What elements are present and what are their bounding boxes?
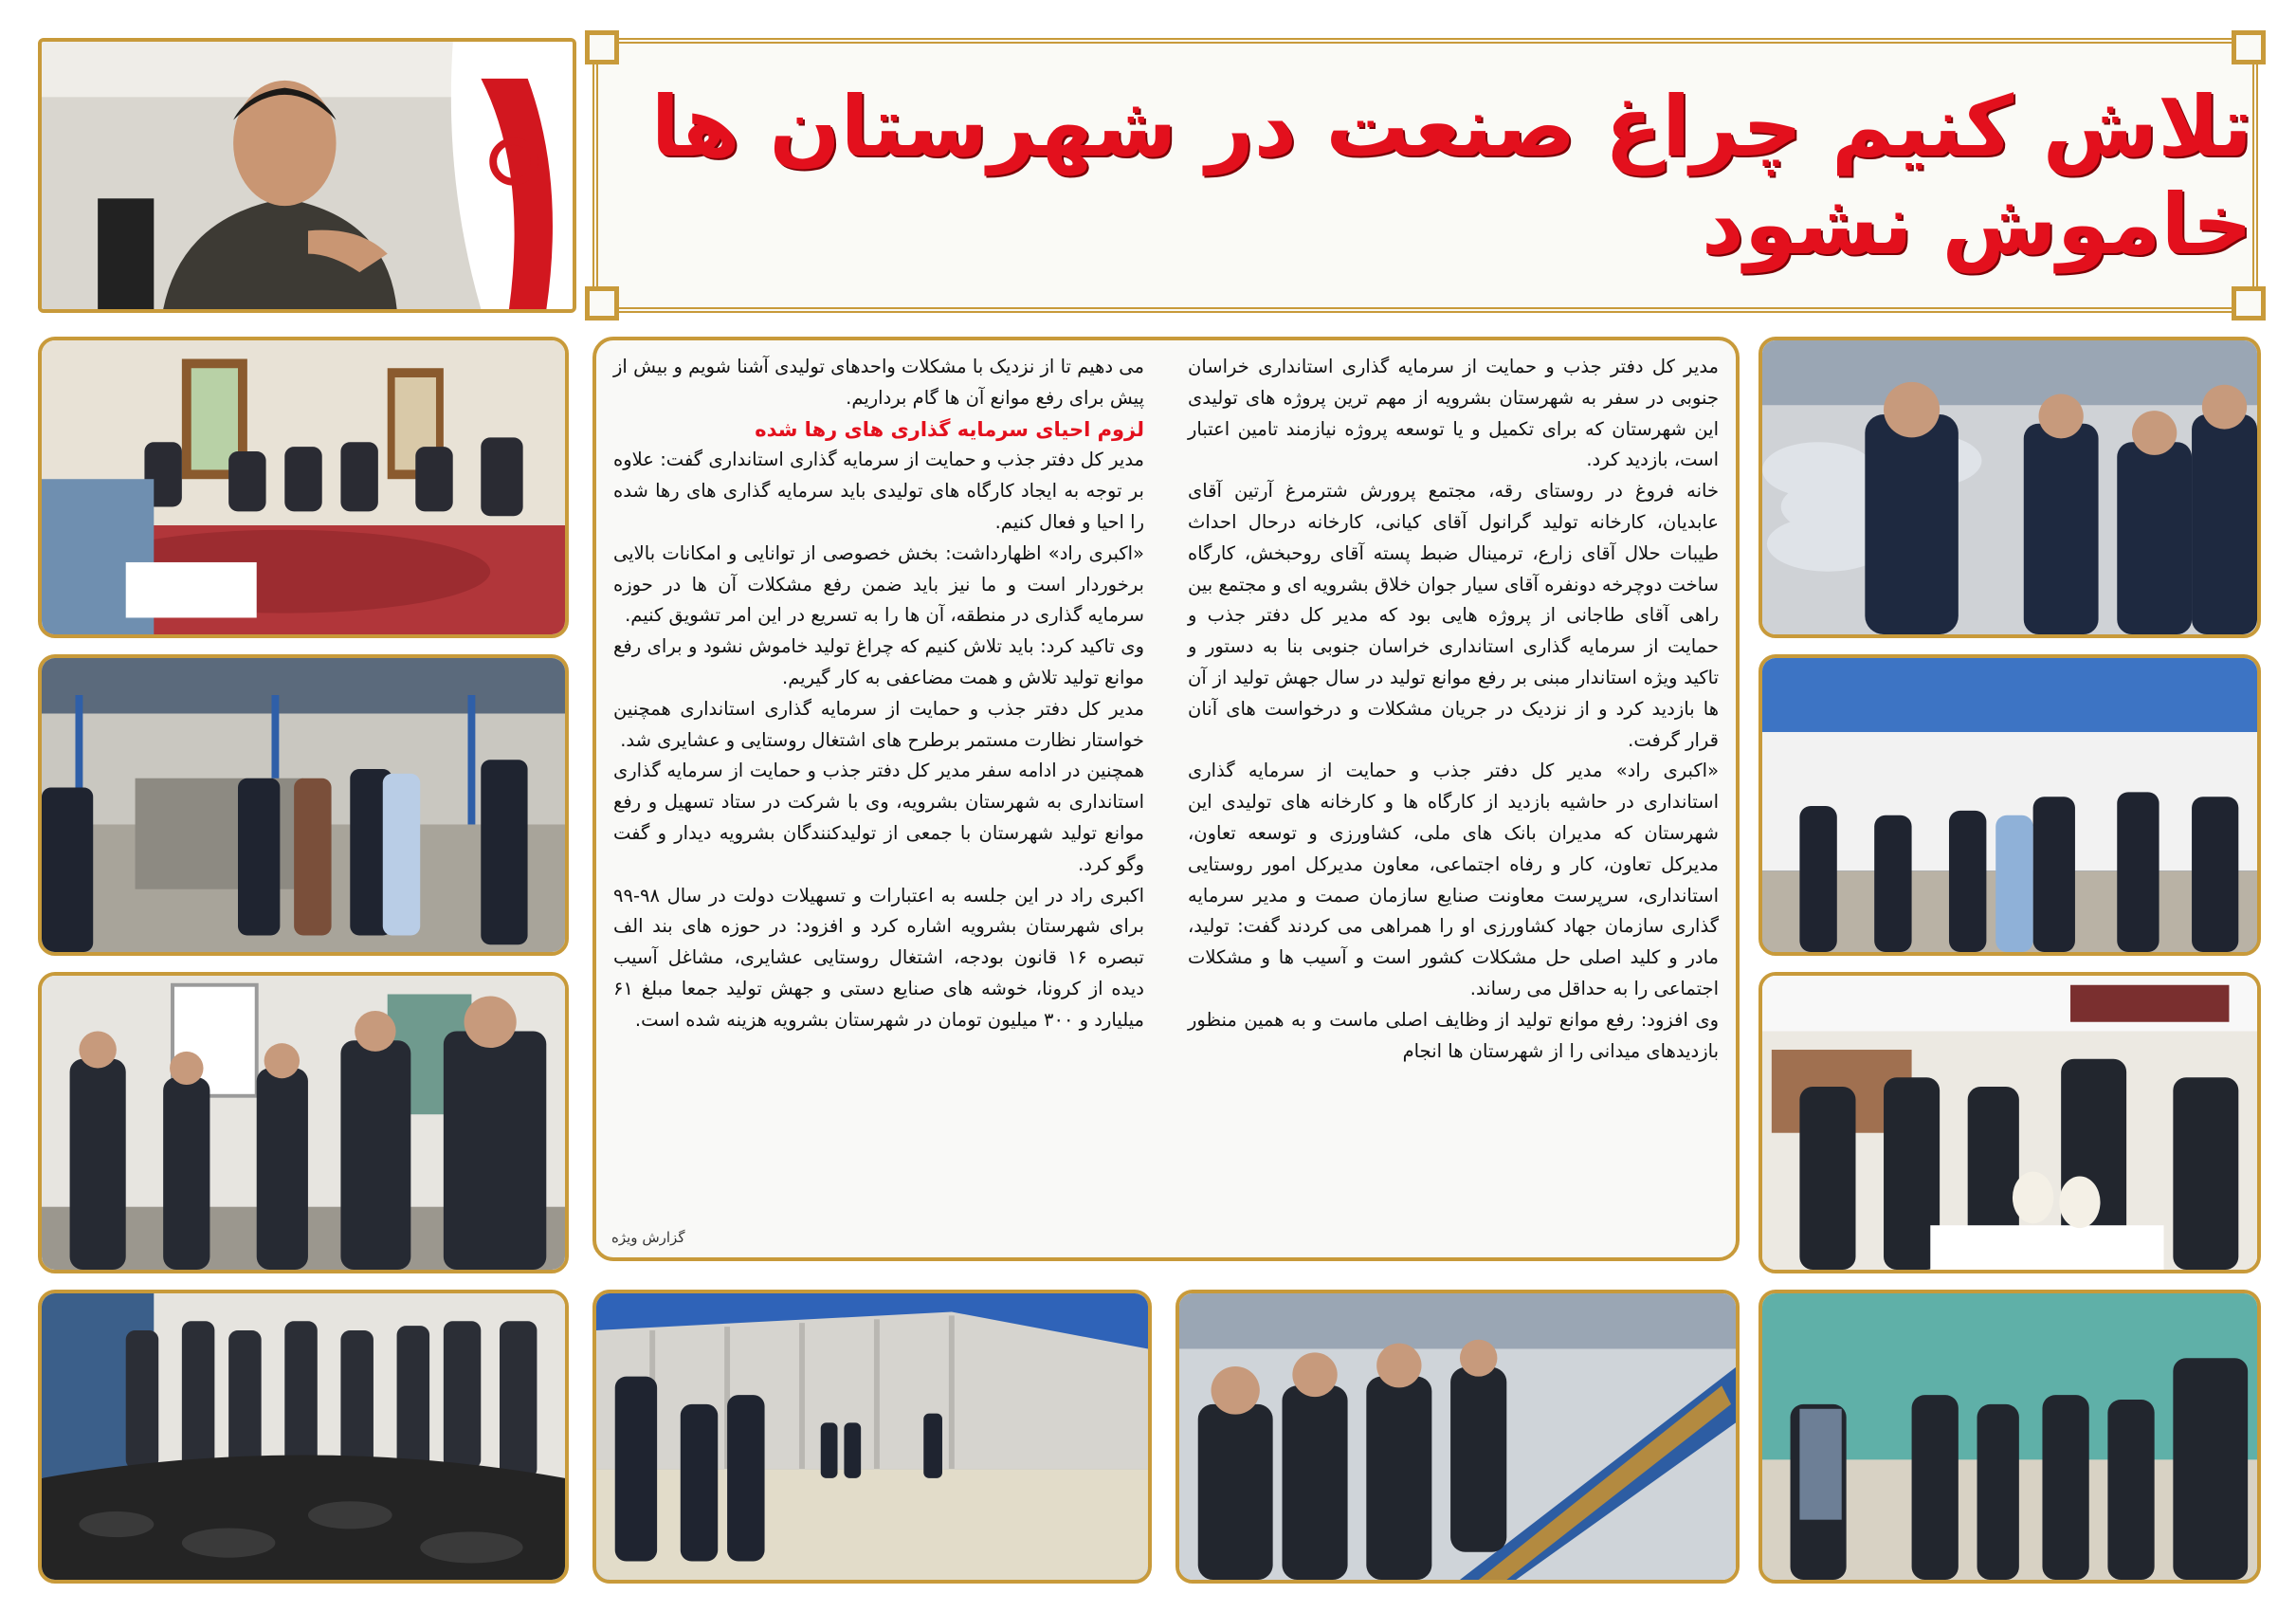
headline-box — [592, 38, 2258, 313]
factory-exterior-photo — [1758, 654, 2261, 956]
paragraph: همچنین در ادامه سفر مدیر کل دفتر جذب و حمایت از سرمایه گذاری استانداری به شهرستان بشرویه، وی با شرکت در ستاد تسهیل و رفع موانع تولید شهرستان با جمعی از تولیدکنندگان بشرویه دیدار و گفت وگو کرد. — [613, 760, 1144, 875]
paragraph: مدیر کل دفتر جذب و حمایت از سرمایه گذاری استانداری گفت: علاوه بر توجه به ایجاد کارگاه های تولیدی باید سرمایه گذاری های رها شده را احیا و فعال کنیم. — [613, 449, 1144, 533]
paragraph: می دهیم تا از نزدیک با مشکلات واحدهای تولیدی آشنا شویم و بیش از پیش برای رفع موانع آن ها گام برداریم. — [613, 356, 1144, 409]
paragraph: «اکبری راد» مدیر کل دفتر جذب و حمایت از سرمایه گذاری استانداری در حاشیه بازدید از کارگاه ها و کارخانه های تولیدی این شهرستان که مدیران بانک های ملی، کشاورزی و توسعه تعاون، مدیرکل تعاون، کار و رفاه اجتماعی، معاون مدیرکل امور روستایی استانداری، سرپرست معاونت صنایع سازمان صمت و مدیر سرمایه گذاری سازمان جهاد کشاورزی او را همراهی می کردند گفت: تولید، مادر و کلید اصلی حل مشکلات کشور است و آسیب ها و مشکلات اجتماعی را به حداقل می رساند. — [1188, 760, 1719, 999]
tire-recycling-photo — [38, 1290, 569, 1584]
paragraph: مدیر کل دفتر جذب و حمایت از سرمایه گذاری استانداری همچنین خواستار نظارت مستمر برطرح های اشتغال روستایی و عشایری شد. — [613, 697, 1144, 751]
article-column-right — [1188, 352, 1719, 1067]
article-column-left — [613, 352, 1144, 1036]
headline: تلاش کنیم چراغ صنعت در شهرستان ها خاموش نشود — [650, 78, 2252, 273]
subheading: لزوم احیای سرمایه گذاری های رها شده — [755, 417, 1144, 441]
reporter-credit: گزارش ویژه — [611, 1229, 685, 1246]
industrial-hall-photo — [592, 1290, 1152, 1584]
storage-yard-photo — [38, 654, 569, 956]
paragraph: وی افزود: رفع موانع تولید از وظایف اصلی ماست و به همین منظور بازدیدهای میدانی را از شهرستان ها انجام — [1188, 1008, 1719, 1062]
meeting-room-photo — [38, 337, 569, 638]
paragraph: مدیر کل دفتر جذب و حمایت از سرمایه گذاری استانداری خراسان جنوبی در سفر به شهرستان بشرویه از مهم ترین پروژه های تولیدی این شهرستان که برای تکمیل و یا توسعه پروژه نیازمند تامین اعتبار است، بازدید کرد. — [1188, 356, 1719, 471]
warehouse-sacks-photo — [1758, 337, 2261, 638]
workshop-visit-photo — [38, 972, 569, 1273]
ostrich-eggs-display-photo — [1758, 972, 2261, 1273]
paragraph: وی تاکید کرد: باید تلاش کنیم که چراغ تولید خاموش نشود و برای رفع موانع تولید تلاش و همت مضاعفی به کار گیریم. — [613, 635, 1144, 688]
portrait-photo — [38, 38, 576, 313]
paragraph: اکبری راد در این جلسه به اعتبارات و تسهیلات دولت در سال ۹۸-۹۹ برای شهرستان بشرویه اشاره کرد و افزود: در حوزه های بند الف تبصره ۱۶ قانون بودجه، اشتغال روستایی عشایری، مشاغل آسیب دیده از کرونا، خوشه های صنایع دستی و جهش تولید جمعا مبلغ ۶۱ میلیارد و ۳۰۰ میلیون تومان در شهرستان بشرویه هزینه شده است. — [613, 884, 1144, 1031]
conveyor-inspection-photo — [1175, 1290, 1740, 1584]
paragraph: «اکبری راد» اظهارداشت: بخش خصوصی از توانایی و امکانات بالایی برخوردار است و ما نیز باید ضمن رفع مشکلات آن ها در حوزه سرمایه گذاری در منطقه، آن ها را به تسریع در این امر تشویق کنیم. — [613, 541, 1144, 627]
article-body — [592, 337, 1740, 1261]
paragraph: خانه فروغ در روستای رقه، مجتمع پرورش شترمرغ آرتین آقای عابدیان، کارخانه تولید گرانول آقای کیانی، کارخانه درحال احداث طیبات حلال آقای زارع، ترمینال ضبط پسته آقای روحبخش، کارگاه ساخت دوچرخه دونفره آقای سیار جوان خلاق بشرویه ای و مجتمع بین راهی آقای طاجانی از پروژه هایی بود که مدیر کل دفتر جذب و حمایت از سرمایه گذاری استانداری خراسان جنوبی بنا به دستور و تاکید ویژه استاندار مبنی بر رفع موانع تولید در سال جهش تولید از آن ها بازدید کرد و از نزدیک در جریان مشکلات و درخواست های آنان قرار گرفت. — [1188, 480, 1719, 751]
greenhouse-visit-photo — [1758, 1290, 2261, 1584]
